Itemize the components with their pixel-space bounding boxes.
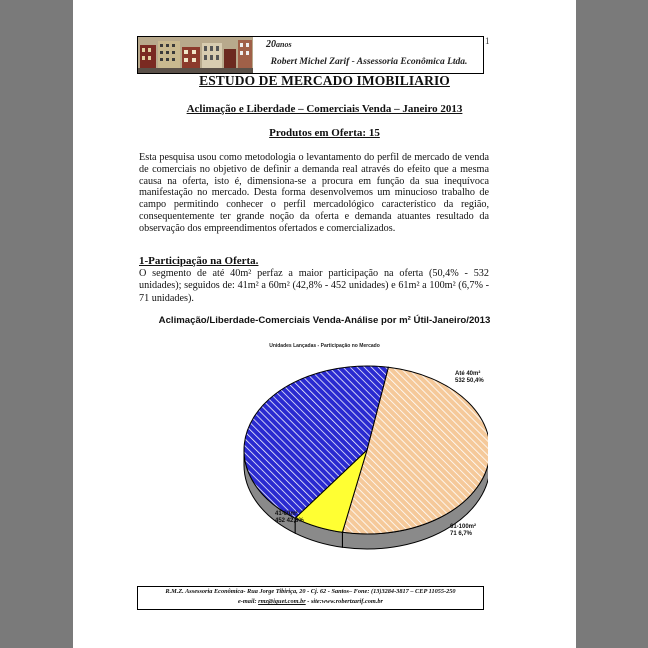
section-paragraph: O segmento de até 40m² perfaz a maior participação na oferta (50,4% - 532 unidades); seguidos de: 41m² a 60m² (42,8% - 452 unidades) e 61m² a 100m² (6,7% - 71 unidades).: [139, 268, 489, 304]
products-count-heading: Produtos em Oferta: 15: [269, 127, 380, 139]
document-subtitle: Aclimação e Liberdade – Comerciais Venda – Janeiro 2013: [186, 103, 463, 115]
document-page: [73, 0, 576, 648]
pie-chart-svg: [198, 350, 488, 562]
footer-email-label: e-mail:: [238, 598, 259, 605]
footer-email-link[interactable]: rmz@iguet.com.br: [258, 598, 306, 605]
slice-label-ate-40: [455, 371, 484, 385]
letterhead: [137, 36, 484, 74]
company-logo-image: [138, 37, 253, 73]
page-number: 1: [485, 36, 490, 46]
slice-label-41-60-value: 452 42,8%: [275, 518, 304, 524]
footer-site: - site:www.robertzarif.com.br: [305, 598, 383, 605]
pie-top-group: [244, 366, 488, 534]
slice-label-41-60: [275, 511, 304, 525]
footer-address: R.M.Z. Assessoria Econômica- Rua Jorge Tibiriça, 20 - Cj. 62 - Santos– Fone: (13)3284-3817 – CEP 11055-250: [165, 588, 456, 595]
pie-chart: [198, 350, 488, 562]
intro-paragraph: Esta pesquisa usou como metodologia o levantamento do perfil de mercado de venda de comerciais no objetivo de definir a demanda real através do efeito que a mesma causa na oferta, isto é, dimensiona-se a procura em função da sua inequívoca manifestação no mercado. Desta forma desenvolvemos um minucioso trabalho de campo permitindo conhecer o perfil mercadológico característico da região, consequentemente ter grande noção da oferta e demanda atuantes resultado da observação dos empreendimentos ofertados e comercializados.: [139, 152, 489, 234]
company-name: Robert Michel Zarif - Assessoria Econômica Ltda.: [270, 57, 468, 67]
footer-contact: [138, 597, 483, 607]
chart-title: Unidades Lançadas - Participação no Mercado: [269, 343, 380, 349]
document-title: ESTUDO DE MERCADO IMOBILIARIO: [199, 73, 450, 88]
slice-label-61-100-name: 61-100m²: [450, 524, 477, 530]
logo-anniversary-number: 20: [266, 39, 276, 50]
slice-label-ate-40-name: Até 40m²: [455, 371, 481, 377]
slice-label-61-100: [450, 524, 476, 538]
chart-main-title: Aclimação/Liberdade-Comerciais Venda-Análise por m² Útil-Janeiro/2013: [158, 315, 491, 326]
section-heading: 1-Participação na Oferta.: [139, 255, 259, 267]
slice-label-41-60-name: 41-60m²: [275, 511, 298, 517]
logo-anniversary-mark: [266, 39, 292, 50]
logo-anniversary-text: anos: [276, 40, 292, 49]
footer: [137, 586, 484, 610]
slice-label-61-100-value: 71 6,7%: [450, 531, 473, 537]
slice-label-ate-40-value: 532 50,4%: [455, 378, 484, 384]
